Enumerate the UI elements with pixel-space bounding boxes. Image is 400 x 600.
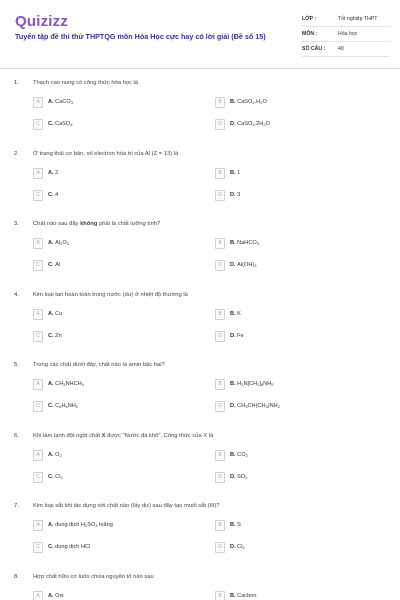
option-letter-box: D <box>215 472 225 483</box>
option-letter-box: D <box>215 331 225 342</box>
option-text: C. 4 <box>48 191 59 198</box>
option-letter-box: A <box>33 309 43 320</box>
option-letter-box: A <box>33 520 43 531</box>
option-text: B. Cacbon <box>230 592 257 599</box>
option-letter-box: A <box>33 379 43 390</box>
option-text: A. $O_2$ <box>48 451 62 458</box>
question-text: Trong các chất dưới đây, chất nào là amin bậc hai? <box>33 362 165 368</box>
option-text: C. $C_6H_5NH_2$ <box>48 403 79 409</box>
option-letter-box: A <box>33 450 43 461</box>
option-text: A. dung dịch $H_2SO_4$ loãng <box>48 522 113 528</box>
question-number: 7. <box>14 503 19 509</box>
option-letter-box: D <box>215 542 225 553</box>
option-text: B. K <box>230 310 241 317</box>
document-title: Tuyển tập đề thi thử THPTQG môn Hóa Học cực hay có lời giải (Đề số 15) <box>15 32 266 41</box>
option-letter-box: C <box>33 331 43 342</box>
question-text: Kim loại tan hoàn toàn trong nước (dư) ở nhiệt độ thường là <box>33 291 188 298</box>
question-number: 6. <box>14 432 19 439</box>
option-letter-box: B <box>215 309 225 320</box>
option-text: C. CaSO$_4$ <box>48 121 73 127</box>
question-text: Kim loại sắt khi tác dụng với chất nào (lấy dư) sau đây tạo muối sắt (III)? <box>33 503 220 509</box>
option-text: A. $CH_3NHCH_3$ <box>48 381 84 387</box>
meta-label: MÔN : <box>302 31 318 37</box>
option-text: A. CaCO$_3$ <box>48 99 73 105</box>
question-text: Chất nào sau đây không phải là chất lưỡng tính? <box>33 221 161 227</box>
meta-panel <box>302 12 390 57</box>
option-letter-box: A <box>33 168 43 179</box>
option-letter-box: D <box>215 260 225 271</box>
option-letter-box: B <box>215 520 225 531</box>
meta-label: LỚP : <box>302 16 317 22</box>
question-text: Hợp chất hữu cơ luôn chứa nguyên tố nào sau <box>33 573 154 580</box>
option-letter-box: B <box>215 238 225 249</box>
question-number: 5. <box>14 362 19 368</box>
option-text: D. $CaSO_4.2H_2O$ <box>230 121 270 127</box>
option-letter-box: C <box>33 190 43 201</box>
option-letter-box: D <box>215 190 225 201</box>
header-divider <box>0 68 400 69</box>
meta-row-count <box>302 42 390 57</box>
option-text: D. $SO_2$ <box>230 473 248 480</box>
option-text: D. 3 <box>230 191 241 198</box>
option-letter-box: A <box>33 97 43 108</box>
option-text: B. NaHCO$_3$ <box>230 240 259 246</box>
option-text: D. $Cl_2$ <box>230 544 245 550</box>
logo: Quizizz <box>15 13 69 30</box>
option-text: B. $CaSO_4.H_2O$ <box>230 99 267 105</box>
meta-label: SỐ CÂU : <box>302 46 326 52</box>
option-letter-box: D <box>215 401 225 412</box>
option-letter-box: B <box>215 379 225 390</box>
option-text: D. $Al(OH)_3$ <box>230 262 257 268</box>
option-text: B. 1 <box>230 169 241 176</box>
option-letter-box: C <box>33 260 43 271</box>
question-number: 4. <box>14 291 19 298</box>
option-letter-box: D <box>215 119 225 130</box>
question-number: 1. <box>14 80 19 86</box>
option-letter-box: C <box>33 401 43 412</box>
question-text: Ở trạng thái cơ bản, số electron hóa trị của Al (Z = 13) là <box>33 150 179 157</box>
option-text: A. Oxi <box>48 592 64 599</box>
question-number: 2. <box>14 150 19 157</box>
option-letter-box: C <box>33 542 43 553</box>
option-text: C. dung dịch HCl <box>48 544 91 550</box>
option-letter-box: B <box>215 450 225 461</box>
option-letter-box: A <box>33 591 43 600</box>
option-text: B. S <box>230 522 241 528</box>
option-text: B. $H_2N[CH_2]_6NH_2$ <box>230 381 274 387</box>
option-text: B. $CO_2$ <box>230 451 248 458</box>
option-letter-box: B <box>215 168 225 179</box>
question-text: Khi làm lạnh đột ngột chất X được "Nước đá khô". Công thức của X là <box>33 432 214 439</box>
meta-row-subject <box>302 27 390 42</box>
option-letter-box: C <box>33 119 43 130</box>
option-text: A. $Al_2O_3$ <box>48 240 69 246</box>
option-text: A. Cu <box>48 310 63 317</box>
question-text: Thạch cao nung có công thức hóa học là <box>33 80 139 86</box>
option-text: A. 2 <box>48 169 59 176</box>
meta-row-class <box>302 12 390 27</box>
option-text: D. Fe <box>230 332 244 339</box>
option-letter-box: C <box>33 472 43 483</box>
option-letter-box: A <box>33 238 43 249</box>
option-text: C. Zn <box>48 332 62 339</box>
option-letter-box: B <box>215 591 225 600</box>
question-number: 3. <box>14 221 19 227</box>
question-number: 8. <box>14 573 19 580</box>
meta-value: Hóa học <box>338 31 358 37</box>
option-text: C. $Cl_2$ <box>48 473 63 480</box>
meta-value: Tốt nghiệp THPT <box>338 16 378 22</box>
option-text: C. Al <box>48 262 61 268</box>
option-text: D. $CH_3CH(CH_3)NH_2$ <box>230 403 280 409</box>
option-letter-box: B <box>215 97 225 108</box>
meta-value: 40 <box>338 46 344 52</box>
